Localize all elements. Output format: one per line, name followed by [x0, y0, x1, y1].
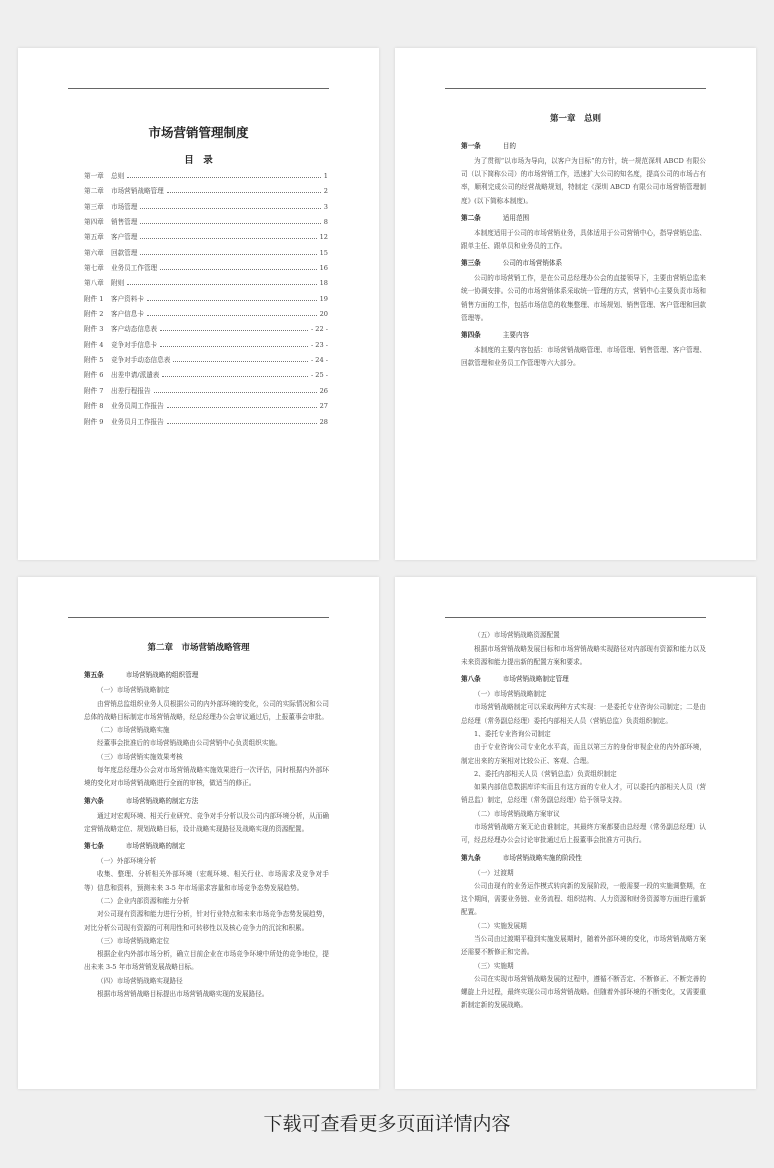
toc-entry	[84, 416, 328, 431]
toc-entry	[84, 201, 328, 216]
toc-entry-page: 28	[319, 417, 328, 426]
toc-entry-number: 第一章	[84, 172, 104, 180]
toc-entry	[84, 323, 328, 338]
toc-entry	[84, 231, 328, 246]
paragraph: 每年度总经理办公会对市场营销战略实施效果进行一次评估，同时根据内外部环境的变化对市场营销战略进行全面的审核，做适当的修正。	[84, 766, 329, 788]
article-title: 市场营销战略的制定	[125, 841, 186, 850]
header-rule	[445, 88, 706, 89]
toc-entry-title: 出差行程报告	[111, 386, 151, 395]
toc-entry-page: 19	[319, 294, 328, 303]
toc-entry-page: - 23 -	[310, 340, 328, 349]
toc-entry-number: 第七章	[84, 264, 104, 273]
toc-entry	[84, 400, 328, 415]
toc-leader-dots	[160, 264, 316, 270]
table-of-contents	[84, 170, 328, 431]
toc-entry-page: 3	[323, 202, 328, 211]
article-label: 第三条	[461, 259, 481, 268]
toc-leader-dots	[127, 172, 321, 178]
header-rule	[445, 617, 706, 618]
paragraph: 根据市场营销战略发展目标和市场营销战略实现路径对内部现有资源和能力以及未来资源和能力提出新的配置方案和要求。	[461, 644, 706, 666]
toc-entry-page: - 24 -	[310, 356, 328, 365]
toc-leader-dots	[147, 310, 317, 316]
article-title: 市场营销战略的制定方法	[125, 796, 199, 805]
toc-entry	[84, 185, 328, 200]
chapter-body	[84, 665, 329, 1001]
subheading: （一）外部环境分析	[97, 856, 157, 865]
toc-entry-number: 附件 3	[84, 325, 104, 334]
paragraph: 当公司由过渡期平稳到实施发展期时，随着外部环境的变化，市场营销战略方案还需要不断修正和完善。	[461, 935, 706, 957]
toc-entry-number: 附件 9	[84, 417, 104, 426]
paragraph: 收集、整理、分析相关外部环境（宏观环境、相关行业、市场需求及竞争对手等）信息和资料，预测未来 3-5 年市场需求容量和市场竞争态势发展趋势。	[84, 870, 329, 892]
subheading: （一）市场营销战略制定	[474, 689, 547, 698]
article-title: 适用范围	[502, 213, 530, 222]
paragraph: 由营销总监组织业务人员根据公司的内外部环境的变化，公司的实际情况和公司总体的战略目标制定市场营销战略，经总经理办公会审议通过后，上报董事会审批。	[84, 699, 329, 721]
article-label: 第六条	[84, 796, 104, 805]
toc-leader-dots	[162, 371, 308, 377]
toc-leader-dots	[167, 418, 317, 424]
toc-leader-dots	[160, 341, 308, 347]
paragraph: 根据企业内外部市场分析，确立目前企业在市场竞争环境中所处的竞争地位，提出未来 3-5 年市场营销发展战略目标。	[84, 950, 329, 972]
toc-entry-number: 第五章	[84, 233, 104, 242]
toc-entry-title: 业务员周工作报告	[111, 402, 164, 411]
article-heading	[461, 256, 706, 270]
article-title: 市场营销战略的组织管理	[125, 671, 199, 679]
toc-entry-title: 出差申请/派遣表	[111, 371, 160, 380]
article-title: 市场营销战略实施的阶段性	[502, 853, 582, 862]
toc-leader-dots	[140, 203, 320, 209]
article-label: 第四条	[461, 331, 481, 340]
paragraph: 公司由现有的业务运作模式转向新的发展阶段，一般需要一段的实施调整期，在这个期间，需要业务链、业务流程、组织结构、人力资源和财务资源等方面进行重新配置。	[461, 882, 706, 917]
toc-entry-page: 2	[323, 187, 328, 196]
toc-entry-page: - 22 -	[310, 325, 328, 334]
paragraph: 如果内部信息数据库详实而且有这方面的专业人才，可以委托内部相关人员（营销总监）制定，总经理（常务副总经理）给予领导支持。	[461, 783, 706, 805]
paragraph: 市场营销战略方案无论由谁制定，其最终方案都要由总经理（常务副总经理）认可，经总经理办公会讨论审批通过后上报董事会批准方可执行。	[461, 823, 706, 845]
subheading: （四）市场营销战略实现路径	[97, 976, 183, 985]
document-page-chapter-1	[395, 48, 756, 560]
toc-entry	[84, 247, 328, 262]
toc-leader-dots	[173, 356, 308, 362]
toc-leader-dots	[140, 218, 320, 224]
article-label: 第五条	[84, 671, 104, 679]
toc-entry	[84, 216, 328, 231]
chapter-body	[461, 629, 706, 1013]
toc-entry	[84, 293, 328, 308]
article-heading	[84, 668, 329, 682]
toc-entry-page: 20	[319, 310, 328, 319]
paragraph: 本制度的主要内容包括：市场营销战略管理、市场管理、销售管理、客户管理、回款管理和业务员工作管理等六大部分。	[461, 346, 706, 368]
header-rule	[68, 88, 329, 89]
article-heading	[461, 139, 706, 153]
toc-entry-page: 1	[323, 172, 328, 180]
article-title: 目的	[502, 142, 516, 150]
toc-entry	[84, 170, 328, 185]
toc-entry-title: 竞争对手动态信息表	[111, 356, 171, 365]
subheading: （三）市场营销战略定位	[97, 936, 170, 945]
toc-entry-title: 回款管理	[111, 248, 138, 257]
toc-entry-page: - 25 -	[310, 371, 328, 380]
subheading: （二）市场营销战略实施	[97, 725, 170, 734]
toc-entry-title: 业务员月工作报告	[111, 417, 164, 426]
subheading: （三）实施期	[474, 961, 514, 970]
article-heading	[461, 672, 706, 686]
paragraph: 市场营销战略制定可以采取两种方式实现：一是委托专业咨询公司制定；二是由总经理（常务副总经理）委托内部相关人员（营销总监）负责组织制定。	[461, 703, 706, 725]
toc-entry-number: 附件 1	[84, 294, 104, 303]
download-more-caption: 下载可查看更多页面详情内容	[263, 1113, 511, 1135]
toc-entry-title: 销售管理	[111, 218, 138, 227]
document-page-chapter-2	[18, 577, 379, 1089]
toc-entry-title: 客户管理	[111, 233, 138, 242]
toc-entry-number: 第八章	[84, 279, 104, 288]
toc-entry-number: 附件 8	[84, 402, 104, 411]
toc-entry	[84, 277, 328, 292]
subheading: 2、委托内部相关人员（营销总监）负责组织制定	[474, 769, 617, 778]
toc-entry-number: 附件 5	[84, 356, 104, 365]
toc-entry-number: 附件 7	[84, 386, 104, 395]
toc-entry-page: 12	[319, 233, 328, 242]
watermark	[128, 471, 148, 500]
toc-entry-number: 附件 6	[84, 371, 104, 380]
toc-leader-dots	[167, 187, 321, 193]
subheading: （二）企业内部资源和能力分析	[97, 896, 190, 905]
document-page-continued	[395, 577, 756, 1089]
toc-entry-page: 8	[323, 218, 328, 227]
subheading: 1、委托专业咨询公司制定	[474, 729, 551, 738]
subheading: （一）过渡期	[474, 868, 514, 877]
toc-leader-dots	[127, 279, 316, 285]
paragraph: 本制度适用于公司的市场营销业务，具体适用于公司营销中心，指导营销总监、跟单主任、跟单员和业务员的工作。	[461, 228, 706, 251]
paragraph: 为了贯彻“以市场为导向，以客户为目标”的方针，统一规范深圳 ABCD 有限公司（以下简称公司）的市场营销工作，迅速扩大公司的知名度，提高公司的市场占有率，顺利完成公司的经营战略规划，特制定《深圳 ABCD 有限公司市场营销管理制度》(以下简称本制度)。	[461, 157, 706, 205]
document-title: 市场营销管理制度	[148, 125, 249, 140]
article-title: 主要内容	[502, 331, 530, 340]
toc-entry-page: 26	[319, 386, 328, 395]
toc-entry-page: 18	[319, 279, 328, 288]
toc-entry-title: 附则	[111, 279, 125, 288]
toc-leader-dots	[167, 402, 317, 408]
article-title: 公司的市场营销体系	[502, 259, 563, 268]
toc-leader-dots	[147, 295, 317, 301]
article-heading	[84, 839, 329, 853]
toc-leader-dots	[140, 233, 316, 239]
toc-entry-number: 附件 4	[84, 340, 104, 349]
toc-entry	[84, 354, 328, 369]
article-heading	[84, 794, 329, 808]
subheading: （二）市场营销战略方案审议	[474, 809, 560, 818]
toc-leader-dots	[160, 325, 308, 331]
toc-heading: 目 录	[184, 155, 213, 166]
toc-entry-number: 第四章	[84, 218, 104, 227]
toc-entry-page: 16	[319, 264, 328, 273]
header-rule	[68, 617, 329, 618]
toc-entry-number: 第二章	[84, 187, 104, 196]
toc-entry	[84, 339, 328, 354]
toc-leader-dots	[154, 387, 317, 393]
toc-entry	[84, 385, 328, 400]
paragraph: 公司的市场营销工作，是在公司总经理办公会的直接领导下，主要由营销总监来统一协调安排。公司的市场营销体系采取统一管理的方式，营销中心主要负责市场和销售方面的工作，包括市场信息的收集整理、市场规划、销售管理、客户管理和回款管理等。	[461, 274, 706, 322]
toc-entry-number: 第三章	[84, 202, 104, 211]
chapter-body	[461, 136, 706, 370]
article-heading	[461, 851, 706, 865]
paragraph: 对公司现有资源和能力进行分析，针对行业特点和未来市场竞争态势发展趋势，对比分析公司现有资源的可利用性和可转移性以及核心竞争力的沉淀和积累。	[84, 910, 329, 932]
toc-entry	[84, 369, 328, 384]
article-label: 第七条	[84, 841, 104, 850]
article-label: 第八条	[461, 674, 481, 683]
toc-entry-title: 总则	[111, 172, 125, 180]
toc-entry-title: 市场营销战略管理	[111, 187, 164, 196]
toc-entry-number: 附件 2	[84, 310, 104, 319]
toc-entry-title: 客户动态信息表	[111, 325, 158, 334]
chapter-heading: 第一章 总则	[549, 114, 601, 124]
document-page-toc	[18, 48, 379, 560]
toc-entry-number: 第六章	[84, 248, 104, 257]
article-label: 第二条	[461, 213, 481, 222]
toc-entry-title: 市场管理	[111, 202, 138, 211]
subheading: （一）市场营销战略制定	[97, 686, 170, 694]
article-heading	[461, 211, 706, 225]
paragraph: 由于专业咨询公司专业化水平高，而且以第三方的身份审视企业的内外部环境，制定出来的方案相对比较公正、客观、合理。	[461, 743, 706, 765]
subheading: （三）市场营销实施效果考核	[97, 752, 183, 761]
article-heading	[461, 328, 706, 342]
article-title: 市场营销战略制定管理	[502, 674, 569, 683]
toc-entry-page: 15	[319, 248, 328, 257]
toc-entry	[84, 262, 328, 277]
toc-entry-page: 27	[319, 402, 328, 411]
paragraph: 根据市场营销战略目标提出市场营销战略实现的发展路径。	[97, 990, 269, 999]
toc-entry-title: 客户信息卡	[111, 310, 144, 319]
toc-entry	[84, 308, 328, 323]
toc-entry-title: 业务员工作管理	[111, 264, 158, 273]
article-label: 第九条	[461, 853, 481, 862]
subheading: （五）市场营销战略资源配置	[474, 631, 560, 639]
paragraph: 公司在实现市场营销战略发展的过程中，遵循不断否定、不断修正、不断完善的螺旋上升过程，最终实现公司市场营销战略。但随着外部环境的不断变化，又需要重新制定新的发展战略。	[461, 975, 706, 1010]
toc-entry-title: 客户资料卡	[111, 294, 144, 303]
article-label: 第一条	[461, 142, 481, 150]
chapter-heading: 第二章 市场营销战略管理	[147, 643, 250, 653]
toc-entry-title: 竞争对手信息卡	[111, 340, 158, 349]
toc-leader-dots	[140, 249, 316, 255]
paragraph: 通过对宏观环境、相关行业研究、竞争对手分析以及公司内部环境分析，从而确定营销战略定位、规划战略目标，设计战略实现路径及战略实现的资源配置。	[84, 811, 329, 833]
subheading: （二）实施发展期	[474, 921, 527, 930]
paragraph: 经董事会批准后的市场营销战略由公司营销中心负责组织实施。	[97, 739, 282, 748]
